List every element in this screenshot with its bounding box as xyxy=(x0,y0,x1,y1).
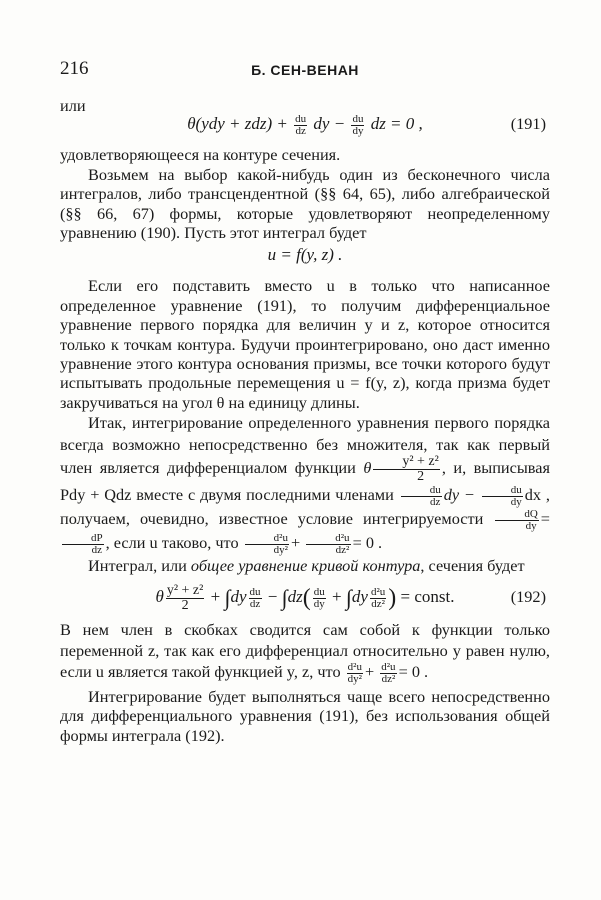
equation-191: θ(ydy + zdz) + $\frac{du}{dz}$ dy − $\frac{du}{dy}$ dz = 0 , (191) xyxy=(187,113,546,137)
italic-phrase: общее уравнение кривой контура xyxy=(190,555,421,575)
paragraph-intro: или xyxy=(60,96,86,115)
paragraph-4: Итак, интегрирование определенного уравнения первого порядка всегда возможно непосредственно без множителя, так как первый член является дифференциалом функции θ $\frac{\text{y² + z²}}{2}$ , и, выписывая Pdy + Qdz вместе с двумя последними членами $\frac{du}{dz}$ dy − $\frac{du}{dy}$ dx , получаем, очевидно, известное условие интегрируемости $\frac{dQ}{dy}$ = $\frac{dP}{dz}$ , если u таково, что $\frac{\text{d²u}}{\text{dy²}}$ + $\frac{\text{d²u}}{\text{dz²}}$ = 0 . xyxy=(60,413,550,556)
paragraph-5: Интеграл, или общее уравнение кривой контура, сечения будет xyxy=(88,555,525,575)
paragraph-7: Интегрирование будет выполняться чаще всего непосредственно для дифференциального уравнения (191), без использования общей формы интеграла (192). xyxy=(60,686,550,745)
equation-number-192: (192) xyxy=(510,586,546,606)
fraction-du-dy: $\frac{du}{dy}$ xyxy=(352,113,364,137)
running-title: Б. СЕН-ВЕНАН xyxy=(251,62,359,78)
page-number: 216 xyxy=(60,58,89,79)
equation-u: u = f(y, z) . xyxy=(267,245,343,265)
paragraph-2: Возьмем на выбор какой-нибудь один из бесконечного числа интегралов, либо трансцендентной (§§ 64, 65), либо алгебраической (§§ 66, 67) формы, которые удовлетворяют неопределенному уравнению (190). Пусть этот интеграл будет xyxy=(60,164,550,243)
fraction-du-dz: $\frac{du}{dz}$ xyxy=(295,113,307,137)
paragraph-3: Если его подставить вместо u в только что написанное определенное уравнение (191), то получим дифференциальное уравнение первого порядка для величин y и z, которое относится только к точкам контура. Будучи проинтегрировано, оно даст именно уравнение этого контура основания призмы, все точки которого будут испытывать продольные перемещения u = f(y, z), когда призма будет закручиваться на угол θ на единицу длины. xyxy=(60,276,550,412)
paragraph-1: удовлетворяющееся на контуре сечения. xyxy=(60,145,341,165)
equation-number-191: (191) xyxy=(510,114,546,134)
equation-192: θ $\frac{\text{y² + z²}}{2}$ + ∫dy $\frac{du}{dz}$ − ∫dz( $\frac{du}{dy}$ + ∫dy $\frac{\text{d²u}}{\text{dz²}}$ ) = const. (192) xyxy=(60,577,550,617)
paragraph-6: В нем член в скобках сводится сам собой к функции только переменной z, так как его дифференциал относительно y равен нулю, если u является такой функцией y, z, что $\frac{\text{d²u}}{\text{dy²}}$ + $\frac{\text{d²u}}{\text{dz²}}$ = 0 . xyxy=(60,619,550,685)
page-header xyxy=(60,52,550,82)
book-page xyxy=(60,52,550,745)
